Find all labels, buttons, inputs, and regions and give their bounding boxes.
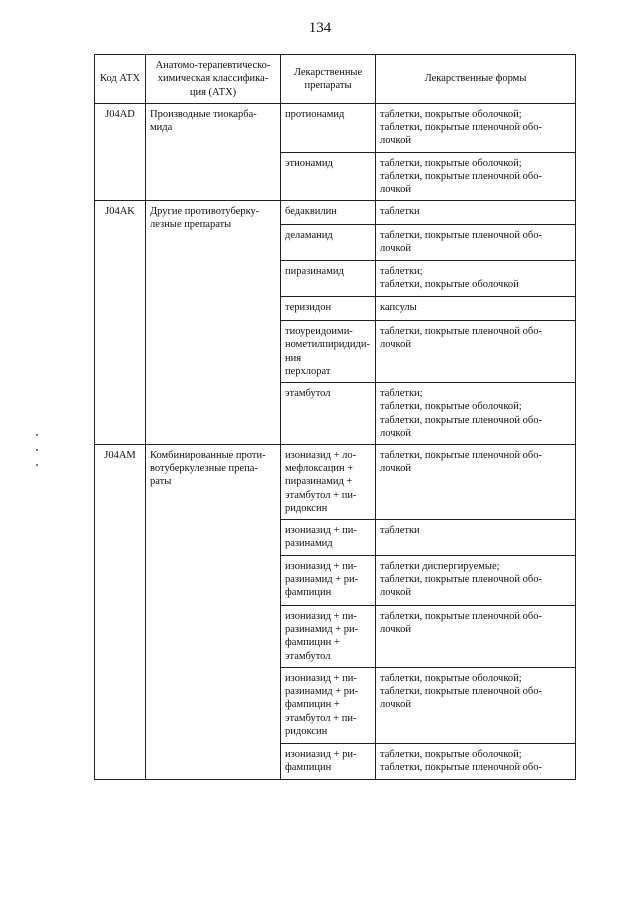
header-classification: Анатомо-терапевтическо- химическая классифика- ция (АТХ)	[146, 55, 281, 104]
drug-name-cell: изониазид + пи- разинамид + ри- фампицин + этамбутол	[281, 606, 376, 668]
atx-classification-cell: Комбинированные проти- вотуберкулезные препа- раты	[146, 445, 281, 780]
table-row	[95, 201, 576, 225]
scan-artifact-dot	[36, 434, 38, 436]
atx-classification-cell: Другие противотуберку- лезные препараты	[146, 201, 281, 445]
dosage-forms-cell: таблетки, покрытые пленочной обо- лочкой	[376, 445, 576, 520]
drug-name-cell: теризидон	[281, 297, 376, 321]
table-body	[95, 104, 576, 780]
dosage-forms-cell: таблетки, покрытые оболочкой; таблетки, покрытые пленочной обо-	[376, 744, 576, 780]
page-number: 134	[308, 20, 332, 36]
header-drugs: Лекарственные препараты	[281, 55, 376, 104]
dosage-forms-cell: таблетки; таблетки, покрытые оболочкой; таблетки, покрытые пленочной обо- лочкой	[376, 383, 576, 445]
scan-artifact-dot	[36, 464, 38, 466]
header-code: Код АТХ	[95, 55, 146, 104]
drug-name-cell: бедаквилин	[281, 201, 376, 225]
atx-code-cell: J04AD	[95, 104, 146, 201]
drug-name-cell: тиоуреидоими- нометилпиридиди- ния перхлорат	[281, 321, 376, 383]
dosage-forms-cell: таблетки	[376, 520, 576, 556]
dosage-forms-cell: таблетки диспергируемые; таблетки, покрытые пленочной обо- лочкой	[376, 556, 576, 606]
dosage-forms-cell: капсулы	[376, 297, 576, 321]
atx-code-cell: J04AK	[95, 201, 146, 445]
drug-name-cell: изониазид + ло- мефлоксацин + пиразинамид + этамбутол + пи- ридоксин	[281, 445, 376, 520]
table-header-row	[95, 55, 576, 104]
dosage-forms-cell: таблетки, покрытые оболочкой; таблетки, покрытые пленочной обо- лочкой	[376, 668, 576, 744]
scan-artifact-dot	[36, 449, 38, 451]
table-row	[95, 104, 576, 153]
header-forms: Лекарственные формы	[376, 55, 576, 104]
drug-name-cell: этионамид	[281, 152, 376, 201]
table-row	[95, 445, 576, 520]
atx-code-cell: J04AM	[95, 445, 146, 780]
drug-name-cell: изониазид + пи- разинамид + ри- фампицин + этамбутол + пи- ридоксин	[281, 668, 376, 744]
drug-name-cell: протионамид	[281, 104, 376, 153]
dosage-forms-cell: таблетки, покрытые пленочной обо- лочкой	[376, 606, 576, 668]
dosage-forms-cell: таблетки; таблетки, покрытые оболочкой	[376, 261, 576, 297]
dosage-forms-cell: таблетки, покрытые пленочной обо- лочкой	[376, 321, 576, 383]
dosage-forms-cell: таблетки, покрытые оболочкой; таблетки, покрытые пленочной обо- лочкой	[376, 152, 576, 201]
dosage-forms-cell: таблетки	[376, 201, 576, 225]
atx-classification-table	[94, 54, 576, 780]
atx-classification-cell: Производные тиокарба- мида	[146, 104, 281, 201]
drug-name-cell: изониазид + пи- разинамид	[281, 520, 376, 556]
drug-name-cell: пиразинамид	[281, 261, 376, 297]
drug-name-cell: деламанид	[281, 225, 376, 261]
dosage-forms-cell: таблетки, покрытые оболочкой; таблетки, покрытые пленочной обо- лочкой	[376, 104, 576, 153]
dosage-forms-cell: таблетки, покрытые пленочной обо- лочкой	[376, 225, 576, 261]
drug-name-cell: изониазид + пи- разинамид + ри- фампицин	[281, 556, 376, 606]
drug-name-cell: этамбутол	[281, 383, 376, 445]
drug-name-cell: изониазид + ри- фампицин	[281, 744, 376, 780]
